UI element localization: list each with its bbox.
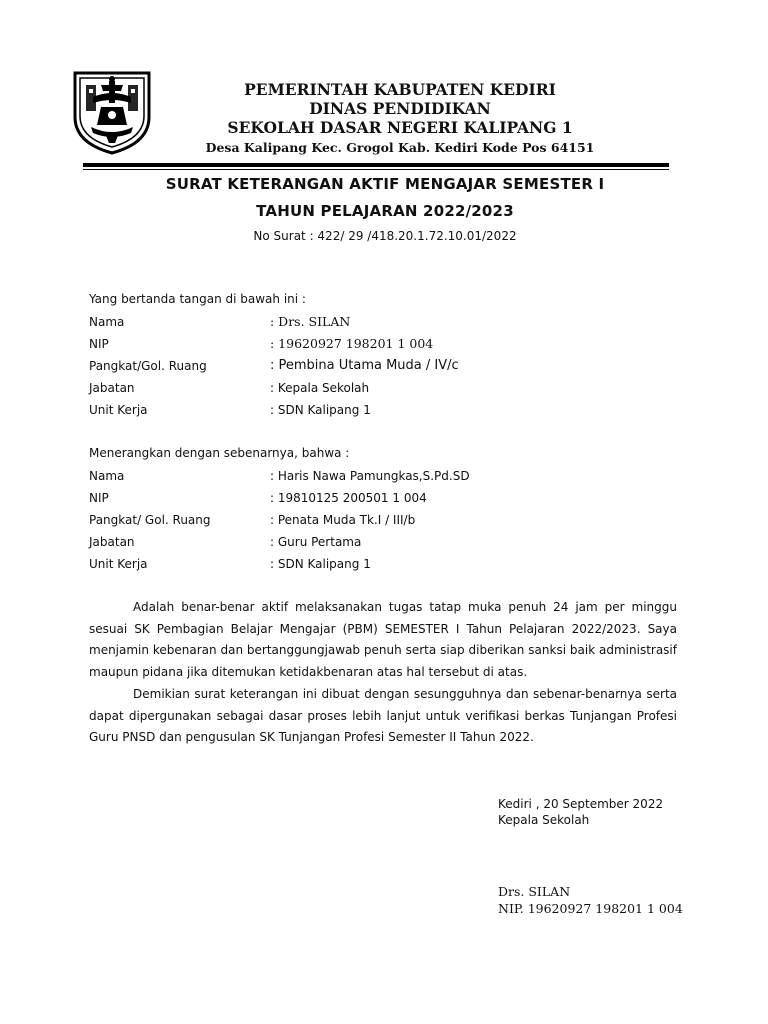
signatory-rank-label: Pangkat/Gol. Ruang — [89, 359, 207, 373]
letterhead-divider-thick — [83, 163, 669, 167]
letterhead-divider-thin — [83, 169, 669, 170]
body-paragraph-1 — [89, 597, 677, 684]
subject-unit-value: : SDN Kalipang 1 — [270, 557, 371, 571]
subject-nip-label: NIP — [89, 491, 109, 505]
subject-unit-label: Unit Kerja — [89, 557, 148, 571]
subject-name-value: : Haris Nawa Pamungkas,S.Pd.SD — [270, 469, 470, 483]
signatory-position-value: : Kepala Sekolah — [270, 381, 370, 395]
letter-title-year: TAHUN PELAJARAN 2022/2023 — [256, 202, 514, 220]
subject-nip-value: : 19810125 200501 1 004 — [270, 491, 427, 505]
signature-position: Kepala Sekolah — [498, 813, 590, 827]
subject-intro: Menerangkan dengan sebenarnya, bahwa : — [89, 446, 350, 460]
kabupaten-kediri-coat-of-arms-icon — [71, 67, 153, 155]
signatory-unit-value: : SDN Kalipang 1 — [270, 403, 371, 417]
signatory-rank-value: : Pembina Utama Muda / IV/c — [270, 358, 459, 373]
signatory-unit-label: Unit Kerja — [89, 403, 148, 417]
letterhead-department: DINAS PENDIDIKAN — [309, 99, 491, 118]
letterhead-address: Desa Kalipang Kec. Grogol Kab. Kediri Kode Pos 64151 — [205, 140, 595, 155]
body-paragraph-2 — [89, 684, 677, 749]
letter-title: SURAT KETERANGAN AKTIF MENGAJAR SEMESTER I — [165, 175, 605, 193]
signature-place-date: Kediri , 20 September 2022 — [498, 797, 664, 811]
subject-name-label: Nama — [89, 469, 125, 483]
signatory-nip-label: NIP — [89, 337, 109, 351]
signatory-position-label: Jabatan — [89, 381, 135, 395]
signature-nip: NIP. 19620927 198201 1 004 — [498, 901, 683, 916]
subject-position-label: Jabatan — [89, 535, 135, 549]
body-paragraph-2-text: Demikian surat keterangan ini dibuat dengan sesungguhnya dan sebenar-benarnya serta dapat dipergunakan sebagai dasar proses lebih lanjut untuk verifikasi berkas Tunjangan Profesi Guru PNSD dan pengusulan SK Tunjangan Profesi Semester II Tahun 2022. — [89, 687, 677, 745]
subject-rank-label: Pangkat/ Gol. Ruang — [89, 513, 211, 527]
subject-position-value: : Guru Pertama — [270, 535, 362, 549]
subject-rank-value: : Penata Muda Tk.I / III/b — [270, 513, 416, 527]
signatory-intro: Yang bertanda tangan di bawah ini : — [89, 292, 306, 306]
letterhead-government-name: PEMERINTAH KABUPATEN KEDIRI — [244, 80, 556, 99]
letterhead-school-name: SEKOLAH DASAR NEGERI KALIPANG 1 — [227, 118, 573, 137]
letter-number: No Surat : 422/ 29 /418.20.1.72.10.01/2022 — [253, 229, 517, 243]
signatory-nip-value: : 19620927 198201 1 004 — [270, 336, 434, 351]
signatory-name-value: : Drs. SILAN — [270, 314, 351, 329]
body-paragraph-1-text: Adalah benar-benar aktif melaksanakan tugas tatap muka penuh 24 jam per minggu sesuai SK Pembagian Belajar Mengajar (PBM) SEMESTER I Tahun Pelajaran 2022/2023. Saya menjamin kebenaran dan bertanggungjawab penuh serta siap diberikan sanksi baik administrasif maupun pidana jika ditemukan ketidakbenaran atas hal tersebut di atas. — [89, 600, 677, 680]
signature-name: Drs. SILAN — [498, 884, 571, 899]
signatory-name-label: Nama — [89, 315, 125, 329]
